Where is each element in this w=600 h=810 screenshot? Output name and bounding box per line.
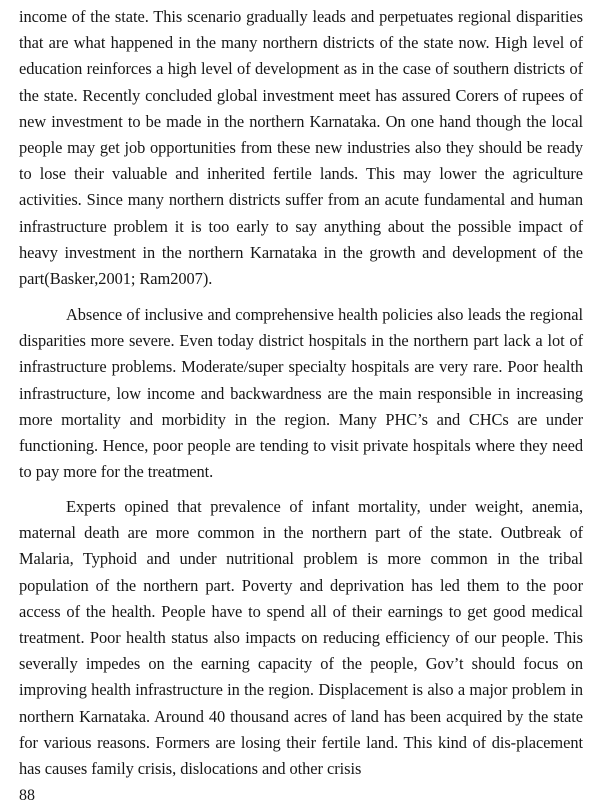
paragraph-experts-opinion xyxy=(19,494,583,782)
paragraph-continued xyxy=(19,4,583,292)
paragraph-text: Absence of inclusive and comprehensive health policies also leads the regional disparities more severe. Even today district hospitals in the northern part lack a lot of infrastructure problems. Moderate/super specialty hospitals are very rare. Poor health infrastructure, low income and backwardness are the main responsible in increasing more mortality and morbidity in the region. Many PHC’s and CHCs are under functioning. Hence, poor people are tending to visit private hospitals where they need to pay more for the treatment. xyxy=(19,305,583,482)
page-number: 88 xyxy=(19,787,35,804)
paragraph-text: income of the state. This scenario gradually leads and perpetuates regional disparities that are what happened in the many northern districts of the state now. High level of education reinforces a high level of development as in the case of southern districts of the state. Recently concluded global investment meet has assured Corers of rupees of new investment to be made in the northern Karnataka. On one hand though the local people may get job opportunities from these new industries also they should be ready to lose their valuable and inherited fertile lands. This may lower the agriculture activities. Since many northern districts suffer from an acute fundamental and human infrastructure problem it is too early to say anything about the possible impact of heavy investment in the northern Karnataka in the growth and development of the part(Basker,2001; Ram2007). xyxy=(19,7,583,289)
paragraph-health-policies xyxy=(19,302,583,485)
paragraph-text: Experts opined that prevalence of infant mortality, under weight, anemia, maternal death are more common in the northern part of the state. Outbreak of Malaria, Typhoid and under nutritional problem is more common in the tribal population of the northern part. Poverty and deprivation has led them to the poor access of the health. People have to spend all of their earnings to get good medical treatment. Poor health status also impacts on reducing efficiency of our people. This severally impedes on the earning capacity of the people, Gov’t should focus on improving health infrastructure in the region. Displacement is also a major problem in northern Karnataka. Around 40 thousand acres of land has been acquired by the state for various reasons. Formers are losing their fertile land. This kind of dis-placement has causes family crisis, dislocations and other crisis xyxy=(19,497,583,779)
